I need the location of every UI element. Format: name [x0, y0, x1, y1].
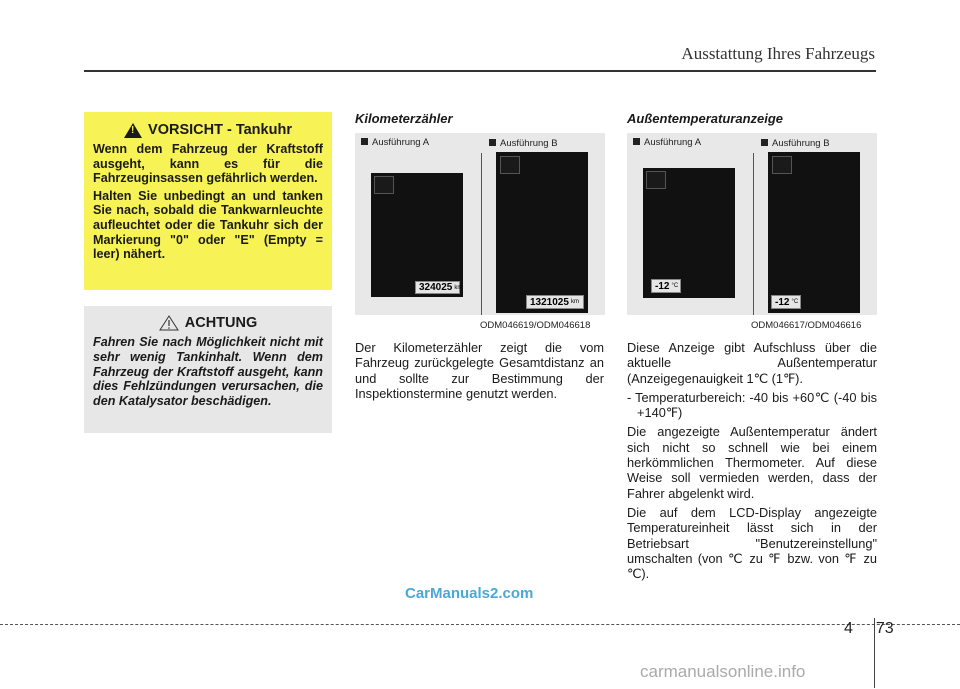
footer-dashed-rule: [0, 624, 960, 625]
caution-paragraph-2: Halten Sie unbedingt an und tanken Sie nach, sobald die Tankwarnleuchte aufleuchtet oder die Tankuhr sich der Markierung "0" oder "E" (Empty = leer) nähert.: [93, 188, 323, 262]
temperature-paragraph-3: Die angezeigte Außentemperatur ändert sich nicht so schnell wie bei einem herkömmlichen Thermometer. Auf diese Weise soll vermieden werden, dass der Fahrer abgelenkt wird.: [627, 424, 877, 501]
caution-paragraph-1: Wenn dem Fahrzeug der Kraftstoff ausgeht, kann es für die Fahrzeuginsassen gefährlich werden.: [93, 142, 323, 186]
temperature-figure-caption: ODM046617/ODM046616: [751, 320, 862, 331]
temperature-variant-a: Ausführung A: [633, 137, 701, 148]
screen-indicator: [500, 156, 520, 174]
odometer-figure-caption: ODM046619/ODM046618: [480, 320, 591, 331]
warning-outline-icon: [159, 315, 179, 331]
odometer-figure: [355, 133, 605, 315]
screen-indicator: [646, 171, 666, 189]
achtung-text: Fahren Sie nach Möglichkeit nicht mit sehr wenig Tankinhalt. Wenn dem Fahrzeug der Kraftstoff ausgeht, kann dies Fehlzündungen verursachen, die den Katalysator beschädigen.: [93, 335, 323, 409]
temperature-screen-a: [643, 168, 735, 298]
odometer-screen-b: [496, 152, 588, 313]
temperature-paragraph-2: - Temperaturbereich: -40 bis +60℃ (-40 bis +140℉): [627, 389, 877, 421]
odometer-variant-a: Ausführung A: [361, 137, 429, 148]
achtung-box: [84, 306, 332, 433]
header-rule: [84, 70, 876, 72]
square-bullet-icon: [761, 139, 768, 146]
caution-title-text: VORSICHT - Tankuhr: [148, 122, 292, 138]
page-header-title: Ausstattung Ihres Fahrzeugs: [681, 44, 875, 63]
chapter-number: 4: [844, 620, 853, 637]
temperature-figure: [627, 133, 877, 315]
page-number: [844, 620, 894, 638]
page-number-value: 73: [875, 620, 894, 637]
warning-icon: !: [124, 123, 142, 138]
figure-divider: [481, 153, 482, 315]
figure-divider: [753, 153, 754, 315]
odometer-readout-a: 324025 km: [415, 281, 460, 294]
temperature-variant-b: Ausführung B: [761, 138, 830, 149]
odometer-variant-b: Ausführung B: [489, 138, 558, 149]
odometer-text: Der Kilometerzähler zeigt die vom Fahrzeug zurückgelegte Gesamtdistanz an und sollte zur Bestimmung der Inspektionstermine genutzt werden.: [355, 340, 604, 401]
achtung-title: [93, 315, 323, 331]
odometer-title: Kilometerzähler: [355, 111, 453, 126]
odometer-body: [355, 340, 604, 405]
watermark-link[interactable]: CarManuals2.com: [405, 585, 534, 602]
caution-title: [93, 122, 323, 138]
caution-box: [84, 112, 332, 290]
odometer-screen-a: [371, 173, 463, 297]
odometer-readout-b: 1321025 km: [526, 295, 584, 309]
temperature-screen-b: [768, 152, 860, 313]
temperature-paragraph-4: Die auf dem LCD-Display angezeigte Temperatureinheit lässt sich in der Betriebsart "Benutzereinstellung" umschalten (von ℃ zu ℉ bzw. von ℉ zu ℃).: [627, 504, 877, 582]
square-bullet-icon: [489, 139, 496, 146]
screen-indicator: [374, 176, 394, 194]
square-bullet-icon: [633, 138, 640, 145]
page-number-separator: [874, 618, 875, 688]
temperature-title: Außentemperaturanzeige: [627, 111, 784, 126]
achtung-title-text: ACHTUNG: [184, 315, 258, 331]
screen-indicator: [772, 156, 792, 174]
temperature-readout-b: -12 °C: [771, 295, 801, 309]
temperature-paragraph-1: Diese Anzeige gibt Aufschluss über die aktuelle Außentemperatur (Anzeigegenauigkeit 1℃ (1℉).: [627, 340, 877, 386]
bottom-watermark: carmanualsonline.info: [640, 662, 806, 681]
temperature-readout-a: -12 °C: [651, 279, 681, 293]
temperature-body: [627, 340, 877, 585]
square-bullet-icon: [361, 138, 368, 145]
